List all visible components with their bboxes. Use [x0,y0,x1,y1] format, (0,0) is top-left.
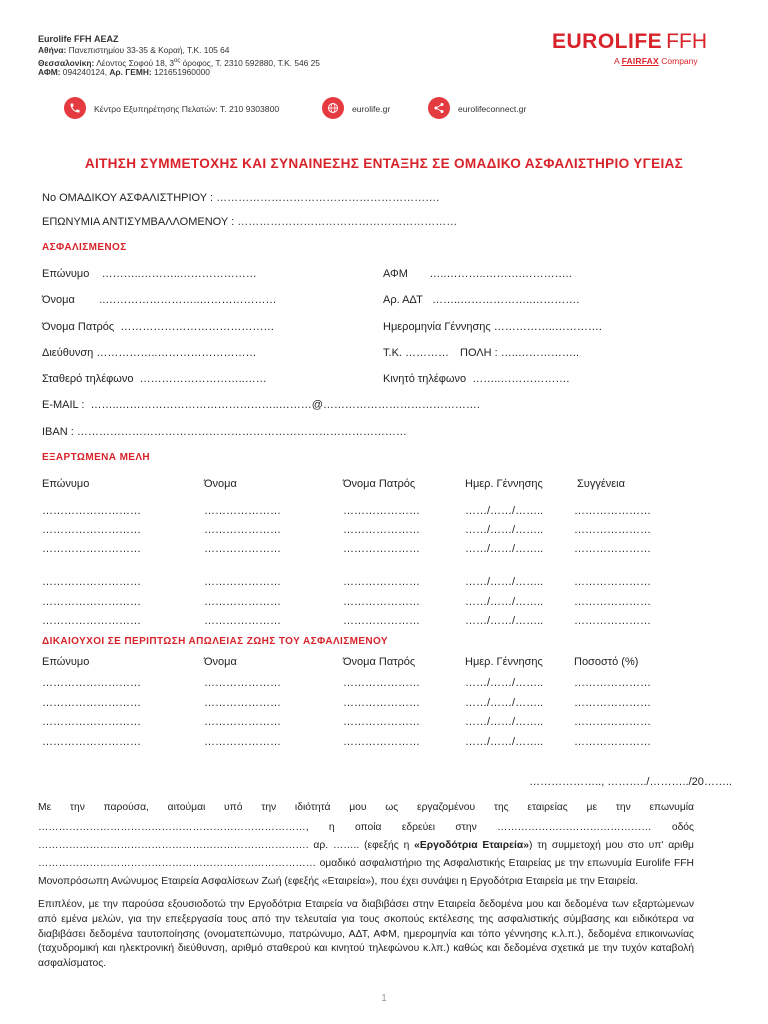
eurolife-logo: EUROLIFE FFH A FAIRFAX Company [552,30,707,66]
globe-icon [322,97,344,119]
dependents-col-father: Όνομα Πατρός [343,478,416,490]
table-row-cell[interactable]: ………………… [343,505,420,517]
table-row-cell[interactable]: ………………… [204,716,281,728]
data-consent-paragraph: Επιπλέον, με την παρούσα εξουσιοδοτώ την Εργοδότρια Εταιρεία να διαβιβάσει στην Εταιρεία δεδομένα μου και δεδομένα των εξαρτώμενων από εμένα μελών, για την επεξεργασία τους από την τελευταία για τους σκοπούς εκτέλεσης της ασφαλιστικής σύμβασης και ειδικότερα να διαβιβάσει δεδομένα ταυτοποίησης (ονοματεπώνυμο, πατρώνυμο, ΑΔΤ, ΑΦΜ, ημερομηνία και τόπο γέννησης κ.λ.π.), δεδομένα επικοινωνίας (ταχυδρομική και ηλεκτρονική διεύθυνση, αριθμό σταθερού και κινητού τηλεφώνου κ.λπ.) καθώς και δεδομένα σχετικά με την τυχόν καταβολή ασφαλίσματος. [38,899,694,970]
table-row-cell[interactable]: ………………… [574,543,651,555]
declaration-line-5: Μονοπρόσωπη Ανώνυμος Εταιρεία Ασφαλίσεων Ζωή (εφεξής «Εταιρεία»), που έχει συνάψει η Εργοδότρια Εταιρεία με την Εταιρεία. [38,876,639,887]
table-row-cell[interactable]: ……/……/…….. [465,736,544,748]
table-row-cell[interactable]: ……/……/…….. [465,576,544,588]
phone-icon [64,97,86,119]
landline-field[interactable]: Σταθερό τηλέφωνο ………………………..…… [42,373,267,385]
table-row-cell[interactable]: ………………… [574,677,651,689]
form-title: ΑΙΤΗΣΗ ΣΥΜΜΕΤΟΧΗΣ ΚΑΙ ΣΥΝΑΙΝΕΣΗΣ ΕΝΤΑΞΗΣ ΣΕ ΟΜΑΔΙΚΟ ΑΣΦΑΛΙΣΤΗΡΙΟ ΥΓΕΙΑΣ [84,156,684,171]
group-policy-number-field[interactable]: Νο ΟΜΑΔΙΚΟΥ ΑΣΦΑΛΙΣΤΗΡΙΟΥ : ……………………………………………………. [42,192,440,204]
table-row-cell[interactable]: ………………… [204,505,281,517]
table-row-cell[interactable]: ……………………… [42,736,141,748]
table-row-cell[interactable]: ………………… [343,576,420,588]
declaration-line-2: ……………………………………………………………………, η οποία εδρεύει στην ……………………………………… οδός [38,822,694,833]
beneficiaries-col-father: Όνομα Πατρός [343,656,416,668]
beneficiaries-col-name: Όνομα [204,656,237,668]
website-link[interactable]: eurolife.gr [352,104,391,114]
dependents-col-birth: Ημερ. Γέννησης [465,478,543,490]
surname-field[interactable]: Επώνυμο ………..………..………………… [42,268,257,280]
afm-field[interactable]: ΑΦΜ …..………..……….………….. [383,268,572,280]
table-row-cell[interactable]: ……………………… [42,505,141,517]
email-field[interactable]: E-MAIL : ……..……………………………………..………@……………………………………. [42,399,480,411]
table-row-cell[interactable]: ……………………… [42,697,141,709]
table-row-cell[interactable]: ……/……/…….. [465,543,544,555]
table-row-cell[interactable]: ………………… [204,615,281,627]
table-row-cell[interactable]: ………………… [574,716,651,728]
birth-date-field[interactable]: Ημερομηνία Γέννησης ……………..…………. [383,321,602,333]
table-row-cell[interactable]: ………………… [343,677,420,689]
insured-section-title: ΑΣΦΑΛΙΣΜΕΝΟΣ [42,242,127,253]
table-row-cell[interactable]: ……………………… [42,543,141,555]
beneficiaries-section-title: ΔΙΚΑΙΟΥΧΟΙ ΣΕ ΠΕΡΙΠΤΩΣΗ ΑΠΩΛΕΙΑΣ ΖΩΗΣ ΤΟΥ ΑΣΦΑΛΙΣΜΕΝΟΥ [42,636,388,647]
table-row-cell[interactable]: ………………… [574,736,651,748]
dependents-col-name: Όνομα [204,478,237,490]
declaration-line-1: Με την παρούσα, αιτούμαι υπό την ιδιότητά μου ως εργαζομένου της εταιρείας με την επωνυμία [38,802,694,813]
table-row-cell[interactable]: ………………… [343,736,420,748]
thessaloniki-address: Θεσσαλονίκη: Λέοντος Σοφού 18, $3^{o\varsigma}$ όροφος, Τ. 2310 592880, Τ.Κ. 546 25 [38,57,320,68]
city-field[interactable]: ΠΟΛΗ : …..…………….. [460,347,580,359]
table-row-cell[interactable]: ……………………… [42,524,141,536]
place-date-field[interactable]: ……………….., ………../………../20…….. [529,776,732,788]
table-row-cell[interactable]: ………………… [204,596,281,608]
table-row-cell[interactable]: ………………… [343,596,420,608]
mobile-field[interactable]: Κινητό τηλέφωνο ……..………………. [383,373,570,385]
first-name-field[interactable]: Όνομα ..……………………..………………… [42,294,277,306]
table-row-cell[interactable]: ………………… [574,615,651,627]
id-number-field[interactable]: Αρ. ΑΔΤ ……..………………..…………. [383,294,580,306]
table-row-cell[interactable]: ………………… [343,716,420,728]
connect-link[interactable]: eurolifeconnect.gr [458,104,527,114]
table-row-cell[interactable]: ………………… [204,736,281,748]
table-row-cell[interactable]: ………………… [204,576,281,588]
iban-field[interactable]: IBAN : ……………………………………………………………………………… [42,426,407,438]
table-row-cell[interactable]: ………………… [204,697,281,709]
table-row-cell[interactable]: ……/……/…….. [465,716,544,728]
table-row-cell[interactable]: ……/……/…….. [465,524,544,536]
table-row-cell[interactable]: ………………… [343,615,420,627]
table-row-cell[interactable]: ……………………… [42,677,141,689]
address-field[interactable]: Διεύθυνση ……………..……………………… [42,347,257,359]
table-row-cell[interactable]: ………………… [204,524,281,536]
dependents-col-surname: Επώνυμο [42,478,90,490]
table-row-cell[interactable]: ……………………… [42,576,141,588]
table-row-cell[interactable]: ……………………… [42,615,141,627]
athens-address: Αθήνα: Πανεπιστημίου 33-35 & Κοραή, Τ.Κ. 105 64 [38,45,230,55]
beneficiaries-col-birth: Ημερ. Γέννησης [465,656,543,668]
table-row-cell[interactable]: ……/……/…….. [465,596,544,608]
father-name-field[interactable]: Όνομα Πατρός …………………………………… [42,321,275,333]
table-row-cell[interactable]: ………………… [204,677,281,689]
policyholder-name-field[interactable]: ΕΠΩΝΥΜΙΑ ΑΝΤΙΣΥΜΒΑΛΛΟΜΕΝΟΥ : …………………………………………………… [42,216,458,228]
tax-registry-line: ΑΦΜ: 094240124, Αρ. ΓΕΜΗ: 121651960000 [38,67,210,77]
table-row-cell[interactable]: ………………… [574,505,651,517]
table-row-cell[interactable]: ………………… [204,543,281,555]
table-row-cell[interactable]: ……/……/…….. [465,615,544,627]
postal-code-field[interactable]: Τ.Κ. ………… [383,347,450,359]
declaration-line-4: ……………………………………………………………………… ομαδικό ασφαλιστήριο της Ασφαλιστικής Εταιρείας με την επωνυμία Eurolife FFH [38,858,694,869]
beneficiaries-col-surname: Επώνυμο [42,656,90,668]
table-row-cell[interactable]: ……/……/…….. [465,505,544,517]
page-number: 1 [381,993,387,1004]
table-row-cell[interactable]: ………………… [574,697,651,709]
table-row-cell[interactable]: ……………………… [42,716,141,728]
company-name: Eurolife FFH ΑΕΑΖ [38,34,119,44]
dependents-col-relation: Συγγένεια [577,478,625,490]
table-row-cell[interactable]: ………………… [574,596,651,608]
beneficiaries-col-percent: Ποσοστό (%) [574,656,639,668]
table-row-cell[interactable]: ………………… [574,576,651,588]
table-row-cell[interactable]: ……/……/…….. [465,677,544,689]
declaration-line-3: ……………………………………………………………………. αρ. …….. (εφεξής η «Εργοδότρια Εταιρεία») τη συμμετοχή μου στο υπ' αριθμ [38,840,694,851]
customer-service-phone: Κέντρο Εξυπηρέτησης Πελατών: Τ. 210 9303800 [94,104,280,114]
table-row-cell[interactable]: ………………… [574,524,651,536]
table-row-cell[interactable]: ……………………… [42,596,141,608]
dependents-section-title: ΕΞΑΡΤΩΜΕΝΑ ΜΕΛΗ [42,452,151,463]
table-row-cell[interactable]: ………………… [343,524,420,536]
table-row-cell[interactable]: ………………… [343,543,420,555]
share-icon [428,97,450,119]
table-row-cell[interactable]: ……/……/…….. [465,697,544,709]
table-row-cell[interactable]: ………………… [343,697,420,709]
